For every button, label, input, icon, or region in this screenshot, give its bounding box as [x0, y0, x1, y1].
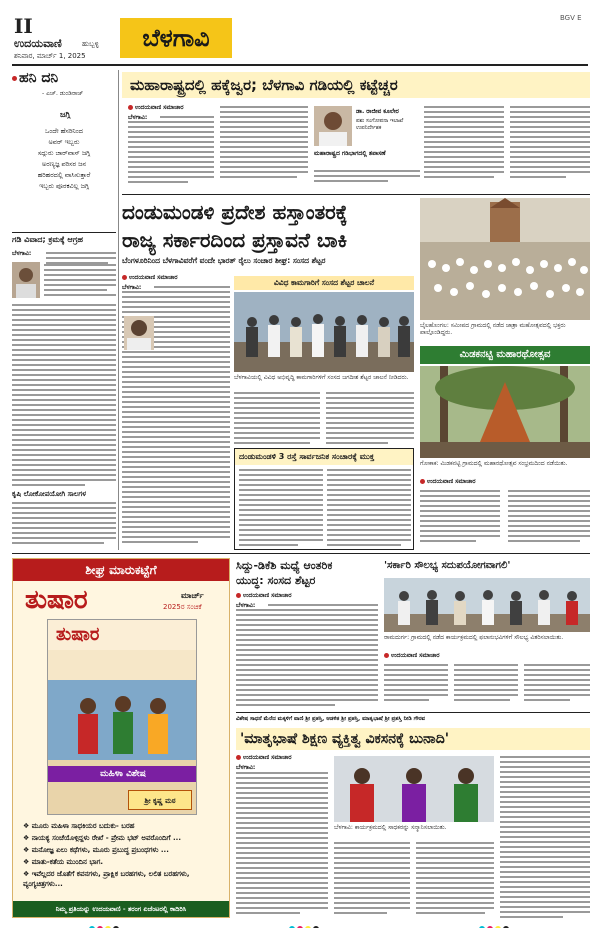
ad-bullet: ❖ ಮಾತು-ಕತೆಯ ಮುಂದಿನ ಭಾಗ.: [23, 858, 104, 866]
lead-headline-line2: ರಾಜ್ಯ ಸರ್ಕಾರದಿಂದ ಪ್ರಸ್ತಾವನೆ ಬಾಕಿ: [122, 228, 347, 252]
right-story-body: [420, 490, 500, 545]
byline-bullet-icon: [420, 479, 425, 484]
right-photo-1-caption: ಬೈಲಹೊಂಗಲ: ಸಮೀಪದ ಗ್ರಾಮದಲ್ಲಿ ನಡೆದ ಜಾತ್ರಾ ಮಹೋತ್ಸವದಲ್ಲಿ ಭಕ್ತರು ಪಾಲ್ಗೊಂಡಿದ್ದರು.: [420, 322, 566, 336]
ad-magazine-name: ತುಷಾರ: [25, 585, 88, 615]
lead-photo: [234, 292, 414, 372]
ad-bullets: [23, 821, 223, 889]
section-rule: [122, 194, 590, 195]
mother-tongue-byline-text: ಉದಯವಾಣಿ ಸಮಾಚಾರ: [243, 754, 292, 761]
ad-issue-month: ಮಾರ್ಚ್: [181, 591, 204, 600]
sarkari-photo: [384, 578, 590, 632]
lead-story-body: [234, 392, 320, 447]
top-story-byline-text: ಉದಯವಾಣಿ ಸಮಾಚಾರ: [135, 104, 184, 111]
tushara-ad: [12, 558, 230, 918]
photo-strip-title: ವಿವಿಧ ಕಾಮಗಾರಿಗೆ ಸಂಸದ ಶೆಟ್ಟರ ಚಾಲನೆ: [234, 276, 414, 290]
sarkari-body: [384, 664, 448, 704]
byline-bullet-icon: [236, 755, 241, 760]
ad-bullet: ❖ ನಾಯಕ್ಯ ಸಂಚೆಯೊಳ್ಗಿದ್ದಳು ರೇಖೆ - ಪ್ರೇಮ ಭಟ್ ಅವರೊಂದಿಗೆ ...: [23, 834, 182, 842]
lead-photo-caption: ಬೆಳಗಾವಿಯಲ್ಲಿ ವಿವಿಧ ಅಭಿವೃದ್ಧಿ ಕಾಮಗಾರಿಗಳಿಗೆ ಸಂಸದ ಜಗದೀಶ ಶೆಟ್ಟರ ಚಾಲನೆ ನೀಡಿದರು.: [234, 374, 409, 381]
siddu-dateline: ಬೆಳಗಾವಿ:: [236, 602, 256, 609]
top-story-headline: ಮಹಾರಾಷ್ಟ್ರದಲ್ಲಿ ಹಕ್ಕೆಜ್ವರ; ಬೆಳಗಾವಿ ಗಡಿಯಲ್ಲಿ ಕಟ್ಟೆಚ್ಚರ: [122, 72, 590, 98]
ad-bullet: ❖ ಇವೆಲ್ಲದರ ಜೊತೆಗೆ ಕವನಗಳು, ಪ್ರಾಕ್ಷಿಕ ಬರಹಗಳು, ಲಲಿತ ಬರಹಗಳು, ವ್ಯಂಗ್ಯಚಿತ್ರಗಳು...: [23, 870, 190, 888]
lead-story-byline: [122, 274, 178, 282]
siddu-byline: [236, 592, 292, 600]
sarkari-photo-caption: ರಾಮದುರ್ಗ: ಗ್ರಾಮದಲ್ಲಿ ನಡೆದ ಕಾರ್ಯಕ್ರಮದಲ್ಲಿ ಫಲಾನುಭವಿಗಳಿಗೆ ಸೌಲಭ್ಯ ವಿತರಿಸಲಾಯಿತು.: [384, 634, 564, 641]
sarkari-story: [384, 558, 590, 708]
hani-dani-title: [12, 70, 58, 86]
mother-tongue-dateline: ಬೆಳಗಾವಿ:: [236, 764, 256, 771]
byline-bullet-icon: [236, 593, 241, 598]
masthead: [0, 0, 600, 66]
siddu-byline-text: ಉದಯವಾಣಿ ಸಮಾಚಾರ: [243, 592, 292, 599]
lead-story-byline-text: ಉದಯವಾಣಿ ಸಮಾಚಾರ: [129, 274, 178, 281]
registration-marks: [12, 918, 590, 926]
rail-box-body: [239, 469, 323, 549]
mother-tongue-body: [416, 842, 494, 917]
right-story-body: [508, 490, 590, 545]
byline-bullet-icon: [128, 105, 133, 110]
mother-tongue-photo-caption: ಬೆಳಗಾವಿ: ಕಾರ್ಯಕ್ರಮದಲ್ಲಿ ಸಾಧಕರನ್ನು ಸನ್ಮಾನಿಸಲಾಯಿತು.: [334, 824, 447, 831]
page-number: II: [14, 14, 33, 38]
sarkari-headline: 'ಸರ್ಕಾರಿ ಸೌಲಭ್ಯ ಸದುಪಯೋಗವಾಗಲಿ': [384, 560, 511, 571]
byline-bullet-icon: [384, 653, 389, 658]
section-title: ಬೆಳಗಾವಿ: [120, 18, 232, 58]
sarkari-body: [524, 664, 590, 704]
right-photo-1: [420, 198, 590, 320]
siddu-body: [236, 609, 378, 709]
profile-role: ಪಶು ಸಂಗೋಪನಾ ಇಲಾಖೆ ಉಪನಿರ್ದೇಶಕ: [356, 118, 404, 131]
ad-top-line: ಶೀಘ್ರ ಮಾರುಕಟ್ಟೆಗೆ: [13, 559, 229, 581]
mother-tongue-body: [334, 842, 410, 917]
hani-dani-author: - ಎಚ್. ಡುಂಡಿರಾಜ್: [42, 90, 84, 97]
lead-headline-line1: ದಂಡುಮಂಡಳಿ ಪ್ರದೇಶ ಹಸ್ತಾಂತರಕ್ಕೆ: [122, 200, 348, 224]
right-photo-2-caption: ಗೋಕಾಕ: ಮಿಡಕನಟ್ಟಿ ಗ್ರಾಮದಲ್ಲಿ ಮಹಾರಥೋತ್ಸವ ಸಂಭ್ರಮದಿಂದ ನಡೆಯಿತು.: [420, 460, 568, 467]
top-story-byline: [128, 104, 184, 112]
poem-line: ಒಂದೇ ಹೆಸರಿನಿಂದ: [45, 127, 83, 135]
siddu-headline-line2: ಯುದ್ಧ: ಸಂಸದ ಶೆಟ್ಟರ: [236, 574, 316, 587]
poem-line: ಸದ್ಗುರು ಜಾರ್‌ವಾಸ್ ಜಗ್ಗಿ: [37, 149, 91, 157]
section-rule: [12, 553, 590, 554]
top-story-dateline: ಬೆಳಗಾವಿ:: [128, 114, 148, 121]
right-story-headline: ಮಿಡಕನಟ್ಟಿ ಮಹಾರಥೋತ್ಸವ: [420, 346, 590, 364]
section-rule: [236, 712, 590, 713]
profile-photo: [314, 106, 352, 146]
lead-subheadline: ಬೆಂಗಳೂರಿನಿಂದ ಬೆಳಗಾವಿವರೆಗೆ ವಂದೇ ಭಾರತ್ ರೈಲು ಸಂಚಾರ ಶೀಘ್ರ: ಸಂಸದ ಶೆಟ್ಟರ: [122, 256, 326, 265]
hani-dani-drop-icon: [12, 76, 17, 81]
siddu-headline-line1: ಸಿದ್ದು-ಡಿಕೆಶಿ ಮಧ್ಯೆ ಆಂತರಿಕ: [236, 559, 333, 572]
mother-tongue-body: [236, 772, 328, 917]
issue-date: ಶನಿವಾರ, ಮಾರ್ಚ್ 1, 2025: [14, 52, 86, 60]
hani-dani-title-text: ಹನಿ ದನಿ: [19, 70, 59, 86]
paper-name: ಉದಯವಾಣಿ: [14, 37, 62, 50]
right-story-byline-text: ಉದಯವಾಣಿ ಸಮಾಚಾರ: [427, 478, 476, 485]
left-story-body: [44, 264, 116, 299]
top-story: [122, 70, 590, 192]
sarkari-byline-text: ಉದಯವಾಣಿ ಸಮಾಚಾರ: [391, 652, 440, 659]
top-story-body: [220, 106, 308, 181]
mother-tongue-kicker: ವಿಶೇಷ ಸಾಧನೆ ಮೆರೆದ ಮಕ್ಕಳಿಗೆ ವಾಣಿ ಶ್ರೀ ಪ್ರಶಸ್ತಿ, ಆಡಳಿತ ಶ್ರೀ ಪ್ರಶಸ್ತಿ, ಮಾತೃಭಾಷೆ ಶ್ರೀ ಪ್ರಶಸ್ತಿ ನೀಡಿ ಗೌರವ: [236, 716, 426, 722]
top-story-body: [314, 170, 420, 185]
sarkari-byline: [384, 652, 440, 660]
left-column-rule: [118, 70, 119, 550]
lead-story-dateline: ಬೆಳಗಾವಿ:: [122, 284, 142, 291]
mother-tongue-headline: 'ಮಾತೃಭಾಷೆ ಶಿಕ್ಷಣ ವ್ಯಕ್ತಿತ್ವ ವಿಕಸನಕ್ಕೆ ಬುನಾದಿ': [236, 728, 590, 750]
ad-bullet: ❖ ಮೂರು ಮಹಿಳಾ ಸಾಧಕಿಯರ ಬದುಕು- ಬರಹ: [23, 822, 135, 830]
lead-story-headline: [122, 198, 414, 266]
profile-caption: ಮಹಾರಾಷ್ಟ್ರದ ಗಡಿಭಾಗದಲ್ಲಿ ತಪಾಸಣೆ: [314, 150, 386, 157]
ad-footer: ನಿಮ್ಮ ಪ್ರತಿಯನ್ನು ಉದಯವಾಣಿ - ತರಂಗ ಏಜೆಂಟರಲ್ಲಿ ಕಾದಿರಿಸಿ: [13, 901, 229, 917]
left-story-body: [12, 304, 116, 489]
magazine-cover: [47, 619, 197, 815]
top-story-body: [424, 106, 504, 181]
byline-bullet-icon: [122, 275, 127, 280]
poem-line: ಇಬ್ಬರು ಪೂರಕವಿಲ್ಲ ಜಗ್ಗಿ: [39, 182, 89, 190]
left-story-body: [12, 502, 116, 547]
rail-box: [234, 448, 414, 550]
profile-name: ಡಾ. ರಾಜೀವ ಕೂಲೇರ: [356, 108, 399, 115]
ad-issue-label: 2025ರ ಸಂಚಿಕೆ: [163, 603, 202, 611]
poem-line: ಹರಿಹರದಲ್ಲಿ ವಾಸಿಸುತ್ತಾರೆ: [37, 171, 91, 179]
edition-suffix: ಹುಬ್ಬಳ್ಳಿ: [82, 40, 99, 48]
left-story-headline: ಗಡಿ ವಿವಾದ; ಕ್ರಮಕ್ಕೆ ಆಗ್ರಹ: [12, 232, 116, 245]
top-story-body: [128, 121, 214, 186]
cover-title: ತುಷಾರ: [56, 624, 100, 645]
mp-portrait: [124, 316, 154, 350]
lead-story-body: [326, 392, 414, 447]
hani-dani-box: [12, 70, 116, 230]
cover-special-label: ಮಹಿಳಾ ವಿಶೇಷ: [48, 766, 197, 782]
masthead-rule: [12, 64, 588, 66]
mother-tongue-body-area: [236, 754, 328, 918]
poem-line: ಅರಣ್ಯಜ್ಞ ಪರಿಸರ ಜನ: [41, 160, 87, 168]
right-photo-2: [420, 366, 590, 458]
rail-box-headline: ದಂಡುಮಂಡಳಿ 3 ರಸ್ತೆ ಸಾರ್ವಜನಿಕ ಸಂಚಾರಕ್ಕೆ ಮುಕ್ತ: [235, 449, 413, 465]
poem-title: ಜಗ್ಗಿ: [60, 110, 71, 119]
top-story-body: [510, 106, 590, 181]
rail-box-body: [327, 469, 411, 549]
siddu-story: [236, 558, 378, 708]
mother-tongue-body: [500, 756, 590, 921]
left-story-dateline: ಬೆಳಗಾವಿ:: [12, 250, 32, 257]
ad-bullet: ❖ ಮನೋಜ್ಞ ಏಲು ಕಥೆಗಳು, ಮೂರು ಪ್ರಬುದ್ಧ ಪ್ರಬಂಧಗಳು ...: [23, 846, 169, 854]
left-story-subhead: ಕೃಷಿ ಲೋಕೋಪಯೋಗಿ ಸಾಲಗಳ: [12, 490, 86, 498]
right-story-byline: [420, 478, 476, 486]
poem-line: ಅವರ್ ಇಬ್ಬರು: [48, 138, 80, 146]
edition-code: BGV E: [560, 14, 582, 22]
left-story-portrait: [12, 262, 40, 298]
sarkari-body: [454, 664, 518, 704]
poem-lines: [12, 126, 116, 192]
mother-tongue-photo: [334, 756, 494, 822]
left-story: [12, 232, 116, 552]
cover-badge: ಶ್ರೀ ಕೃಷ್ಣ ಮಠ: [128, 790, 192, 810]
mother-tongue-byline: [236, 754, 292, 762]
